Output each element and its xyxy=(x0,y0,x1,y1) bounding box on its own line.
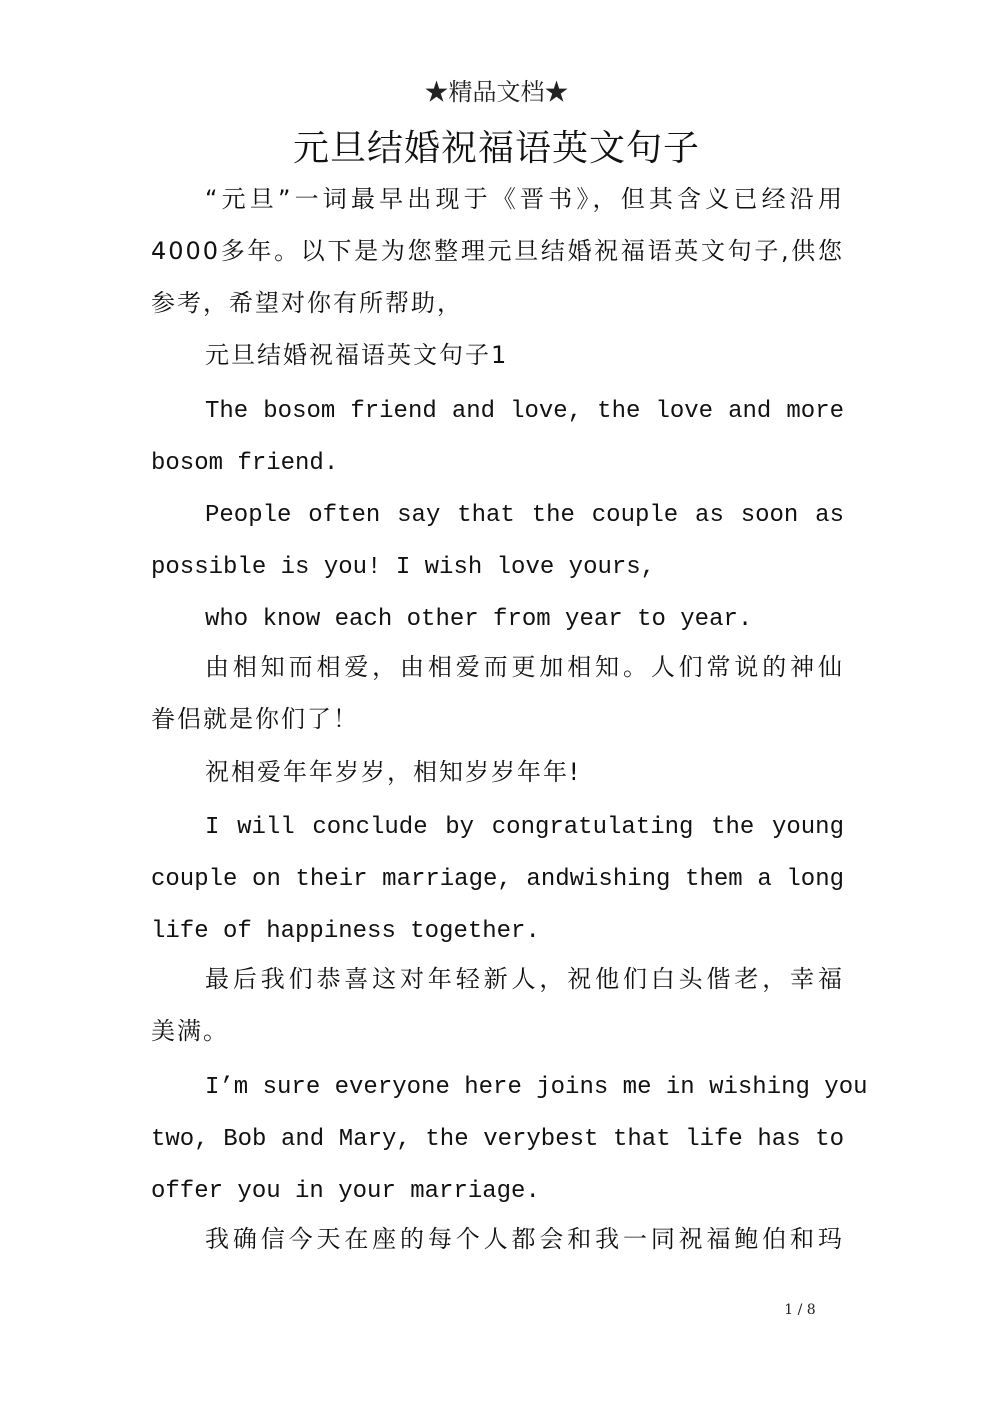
body-line: offer you in your marriage. xyxy=(151,1178,540,1205)
body-line: possible is you! I wish love yours, xyxy=(151,554,656,581)
page-number: 1 / 8 xyxy=(784,1302,816,1318)
body-line: who know each other from year to year. xyxy=(205,606,753,633)
body-line: 由相知而相爱，由相爱而更加相知。人们常说的神仙 xyxy=(205,653,844,681)
section-heading: 元旦结婚祝福语英文句子1 xyxy=(205,341,509,369)
body-line: 祝相爱年年岁岁，相知岁岁年年! xyxy=(205,758,581,786)
body-line: I will conclude by congratulating the young xyxy=(205,814,844,841)
body-line: I’m sure everyone here joins me in wishing you xyxy=(205,1074,868,1101)
body-line: 美满。 xyxy=(151,1017,229,1045)
page-header-label: ★精品文档★ xyxy=(424,78,569,106)
body-line: 我确信今天在座的每个人都会和我一同祝福鲍伯和玛 xyxy=(205,1225,844,1253)
body-line: The bosom friend and love, the love and more xyxy=(205,398,844,425)
body-line: two, Bob and Mary, the verybest that life has to xyxy=(151,1126,844,1153)
body-line: life of happiness together. xyxy=(151,918,540,945)
body-line: 眷侣就是你们了！ xyxy=(151,705,359,733)
body-line: 4000多年。以下是为您整理元旦结婚祝福语英文句子,供您 xyxy=(151,237,844,265)
body-line: People often say that the couple as soon as xyxy=(205,502,844,529)
body-line: bosom friend. xyxy=(151,450,339,477)
body-line: 最后我们恭喜这对年轻新人，祝他们白头偕老，幸福 xyxy=(205,965,844,993)
document-title: 元旦结婚祝福语英文句子 xyxy=(292,128,700,169)
body-line: “元旦”一词最早出现于《晋书》，但其含义已经沿用 xyxy=(205,185,844,213)
body-line: couple on their marriage, andwishing them a long xyxy=(151,866,844,893)
body-line: 参考，希望对你有所帮助， xyxy=(151,289,463,317)
